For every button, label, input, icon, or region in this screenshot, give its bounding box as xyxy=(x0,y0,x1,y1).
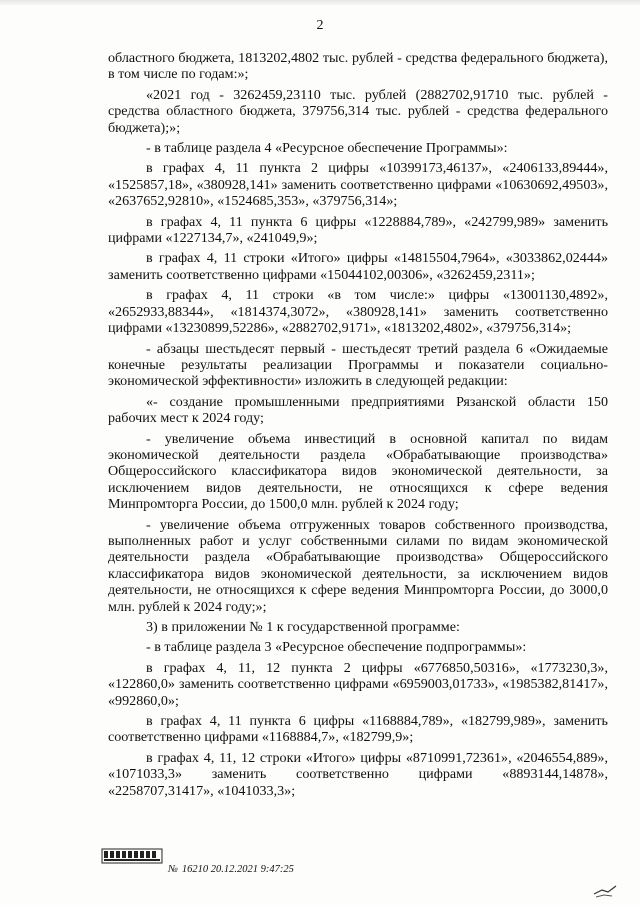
paragraph: в графах 4, 11, 12 строки «Итого» цифры «8710991,72361», «2046554,889», «1071033,3» заменить соответственно цифрами «8893144,14878», «2258707,31417», «1041033,3»; xyxy=(108,749,608,799)
registration-text: 16210 20.12.2021 9:47:25 xyxy=(181,864,294,875)
paragraph: - увеличение объема инвестиций в основной капитал по видам экономической деятельности раздела «Обрабатывающие производства» Общероссийского классификатора видов экономической деятельности, за исключением видов деятельности, не относящихся к сфере ведения Минпромторга России, до 1500,0 млн. рублей к 2024 году; xyxy=(108,430,608,513)
paragraph: «- создание промышленными предприятиями Рязанской области 150 рабочих мест к 2024 году; xyxy=(108,393,608,427)
document-body xyxy=(108,50,608,803)
paragraph: - абзацы шестьдесят первый - шестьдесят третий раздела 6 «Ожидаемые конечные результаты реализации Программы и показатели социально-экономической эффективности» изложить в следующей редакции: xyxy=(108,340,608,390)
office-logo-icon xyxy=(101,848,163,864)
page-number: 2 xyxy=(316,18,324,33)
scan-mark-icon xyxy=(590,880,620,900)
registration-symbol: № xyxy=(168,864,178,875)
paragraph: - в таблице раздела 3 «Ресурсное обеспечение подпрограммы»: xyxy=(146,639,527,656)
paragraph: - в таблице раздела 4 «Ресурсное обеспечение Программы»: xyxy=(146,140,508,157)
paragraph: в графах 4, 11, 12 пункта 2 цифры «6776850,50316», «1773230,3», «122860,0» заменить соответственно цифрами «6959003,01733», «1985382,81417», «992860,0»; xyxy=(108,659,608,709)
paragraph: 3) в приложении № 1 к государственной программе: xyxy=(146,619,460,635)
registration-stamp xyxy=(168,864,294,875)
paragraph: в графах 4, 11 строки «в том числе:» цифры «13001130,4892», «2652933,88344», «1814374,3072», «380928,141» заменить соответственно цифрами «13230899,52286», «2882702,9171», «1813202,4802», «379756,314»; xyxy=(108,287,608,337)
paragraph: в графах 4, 11 строки «Итого» цифры «14815504,7964», «3033862,02444» заменить соответственно цифрами «15044102,00306», «3262459,2311»; xyxy=(108,250,608,283)
paragraph: в графах 4, 11 пункта 2 цифры «10399173,46137», «2406133,89444», «1525857,18», «380928,141» заменить соответственно цифрами «10630692,49503», «2637652,92810», «1524685,353», «379756,314»; xyxy=(108,160,608,210)
paragraph: - увеличение объема отгруженных товаров собственного производства, выполненных работ и услуг собственными силами по видам экономической деятельности раздела «Обрабатывающие производства» Общероссийского классификатора видов экономической деятельности, за исключением видов деятельности, не относящихся к сфере ведения Минпромторга России, до 3000,0 млн. рублей к 2024 году;»; xyxy=(108,516,608,615)
paragraph: областного бюджета, 1813202,4802 тыс. рублей - средства федерального бюджета), в том числе по годам:»; xyxy=(108,50,608,83)
paragraph: в графах 4, 11 пункта 6 цифры «1168884,789», «182799,989», заменить соответственно цифрами «1168884,7», «182799,9»; xyxy=(108,713,608,746)
paragraph: в графах 4, 11 пункта 6 цифры «1228884,789», «242799,989» заменить цифрами «1227134,7», «241049,9»; xyxy=(108,213,608,247)
paragraph: «2021 год - 3262459,23110 тыс. рублей (2882702,91710 тыс. рублей - средства областного бюджета, 379756,314 тыс. рублей - средства федерального бюджета);»; xyxy=(108,86,608,136)
scan-edge xyxy=(0,0,640,6)
